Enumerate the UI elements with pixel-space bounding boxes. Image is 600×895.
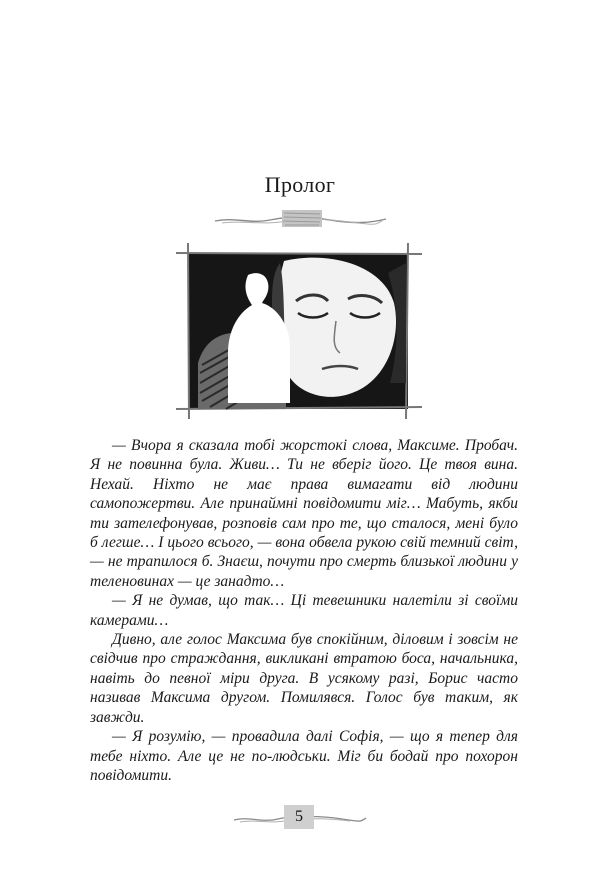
paragraph: — Вчора я сказала тобі жорстокі слова, Максиме. Пробач. Я не повинна була. Живи… Ти не вберіг його. Це твоя вина. Нехай. Ніхто не має права вимагати від людини самопожертви. Але принаймні повідомити міг… Мабуть, якби ти зателефонував, розповів сам про те, що сталося, мені було б легше… І цього всього, — вона обвела рукою свій темний світ, — не трапилося б. Знаєш, почути про смерть близької людини у теленовинах — це занадто…: [90, 437, 518, 590]
chapter-title: Пролог: [264, 172, 336, 197]
body-text: [90, 436, 518, 785]
paragraph: Дивно, але голос Максима був спокійним, діловим і зовсім не свідчив про страждання, викликані втратою боса, начальника, навіть до певної міри друга. В усякому разі, Борис часто називав Максима другом. Помилявся. Голос був таким, як завжди.: [90, 631, 518, 726]
portrait-illustration-icon: [176, 243, 422, 419]
page-number: 5: [284, 805, 314, 829]
title-ornament-icon: [210, 208, 390, 230]
paragraph: — Я розумію, — провадила далі Софія, — що я тепер для тебе ніхто. Але це не по-людськи. Міг би бодай про похорон повідомити.: [90, 728, 518, 784]
paragraph: — Я не думав, що так… Ці тевешники налетіли зі своїми камерами…: [90, 592, 518, 629]
